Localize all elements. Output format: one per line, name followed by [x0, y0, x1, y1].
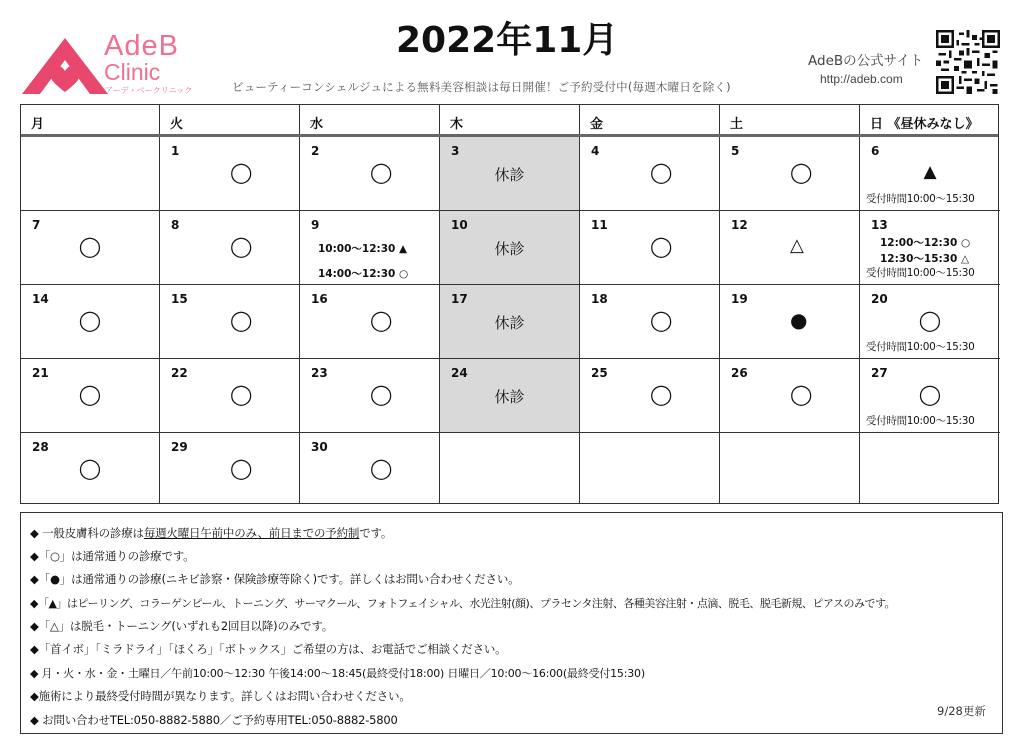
note-dermatology — [30, 525, 392, 541]
reception-hours: 受付時間10:00～15:30 — [866, 267, 975, 279]
open-circle-icon: ◯ — [230, 160, 253, 184]
day-number: 4 — [591, 144, 600, 158]
note-hours: ◆ 月・火・水・金・土曜日／午前10:00～12:30 午後14:00～18:45(最終受付18:00) 日曜日／10:00～16:00(最終受付15:30) — [30, 667, 645, 680]
clinic-logo-icon — [20, 36, 110, 96]
day-number: 12 — [731, 218, 748, 232]
note-triangle: ◆「▲」はピーリング、コラーゲンピール、トーニング、サーマクール、フォトフェイシャル、水光注射(顔)、プラセンタ注射、各種美容注射・点滴、脱毛、脱毛新規、ピアスのみです。 — [30, 597, 896, 610]
calendar-day[interactable] — [300, 211, 440, 285]
open-circle-icon: ◯ — [78, 234, 102, 258]
day-number: 22 — [171, 366, 188, 380]
day-number: 11 — [591, 218, 608, 232]
day-number: 3 — [451, 144, 460, 158]
calendar-day[interactable] — [860, 285, 1000, 359]
weekday-header-tue: 火 — [160, 105, 300, 135]
weekday-header-wed: 水 — [300, 105, 440, 135]
reception-hours: 受付時間10:00～15:30 — [866, 341, 975, 353]
calendar-day-empty — [21, 137, 160, 211]
calendar-day-empty — [580, 433, 720, 503]
open-circle-icon: ◯ — [370, 160, 393, 184]
note-contact: ◆ お問い合わせTEL:050-8882-5880／ご予約専用TEL:050-8882-5800 — [30, 713, 398, 727]
calendar-day[interactable] — [160, 359, 300, 433]
calendar-day-closed[interactable] — [440, 359, 580, 433]
open-circle-icon: ◯ — [650, 160, 673, 184]
open-circle-icon: ◯ — [78, 308, 102, 332]
day-number: 24 — [451, 366, 468, 380]
open-circle-icon: ◯ — [650, 382, 673, 406]
page-subtitle: ビューティーコンシェルジュによる無料美容相談は毎日開催！ご予約受付中(毎週木曜日を除く) — [232, 80, 731, 94]
calendar-day[interactable] — [300, 359, 440, 433]
calendar-day[interactable] — [160, 137, 300, 211]
day-number: 26 — [731, 366, 748, 380]
reception-hours: 受付時間10:00～15:30 — [866, 193, 975, 205]
calendar-day[interactable] — [300, 137, 440, 211]
note-open-triangle: ◆「△」は脱毛・トーニング(いずれも2回目以降)のみです。 — [30, 619, 334, 633]
time-slot: 10:00～12:30 ▲ — [318, 243, 408, 255]
weekday-header-sun: 日 《昼休みなし》 — [870, 117, 979, 132]
closed-label: 休診 — [494, 240, 525, 258]
calendar-day-closed[interactable] — [440, 211, 580, 285]
calendar-day[interactable] — [300, 285, 440, 359]
time-slot: 14:00～12:30 ○ — [318, 268, 409, 280]
open-circle-icon: ◯ — [78, 456, 102, 480]
calendar-day[interactable] — [860, 359, 1000, 433]
open-triangle-icon: △ — [790, 235, 804, 256]
weekday-header-sat: 土 — [720, 105, 860, 135]
open-circle-icon: ◯ — [370, 382, 393, 406]
calendar-day-closed[interactable] — [440, 285, 580, 359]
note-underlined: 毎週火曜日午前中のみ、前日までの予約制 — [143, 526, 360, 540]
time-slot: 12:00～12:30 ○ — [880, 237, 971, 249]
day-number: 2 — [311, 144, 320, 158]
note-circle: ◆「○」は通常通りの診療です。 — [30, 549, 195, 563]
calendar-day[interactable] — [21, 359, 160, 433]
weekday-header-fri: 金 — [580, 105, 720, 135]
logo-kana: アーデ・ベークリニック — [105, 86, 193, 95]
calendar-day[interactable] — [720, 359, 860, 433]
logo-subtext: Clinic — [104, 59, 161, 85]
day-number: 5 — [731, 144, 740, 158]
day-number: 1 — [171, 144, 180, 158]
day-number: 21 — [32, 366, 49, 380]
note-reception: ◆施術により最終受付時間が異なります。詳しくはお問い合わせください。 — [30, 689, 411, 703]
closed-label: 休診 — [494, 166, 525, 184]
calendar-day[interactable] — [580, 211, 720, 285]
calendar-day[interactable] — [580, 285, 720, 359]
calendar-day[interactable] — [160, 433, 300, 503]
notes-box — [20, 512, 1003, 734]
weekday-header-thu: 木 — [440, 105, 580, 135]
open-circle-icon: ◯ — [790, 382, 813, 406]
calendar-day[interactable] — [21, 211, 160, 285]
time-slot: 12:30～15:30 △ — [880, 253, 970, 265]
day-number: 27 — [871, 366, 888, 380]
open-circle-icon: ◯ — [918, 308, 942, 332]
calendar-day-closed[interactable] — [440, 137, 580, 211]
open-circle-icon: ◯ — [650, 308, 673, 332]
official-site-label: AdeBの公式サイト — [808, 53, 924, 69]
open-circle-icon: ◯ — [370, 456, 393, 480]
calendar-day[interactable] — [21, 285, 160, 359]
page-header — [0, 0, 1024, 104]
weekday-header-mon: 月 — [21, 105, 160, 135]
day-number: 30 — [311, 440, 328, 454]
day-number: 8 — [171, 218, 180, 232]
calendar-day[interactable] — [720, 137, 860, 211]
note-text: ◆ 一般皮膚科の診療は — [30, 526, 144, 540]
day-number: 7 — [32, 218, 41, 232]
day-number: 25 — [591, 366, 608, 380]
updated-date: 9/28更新 — [937, 704, 986, 718]
calendar-day[interactable] — [21, 433, 160, 503]
day-number: 23 — [311, 366, 328, 380]
calendar-day[interactable] — [160, 285, 300, 359]
open-circle-icon: ◯ — [230, 308, 253, 332]
calendar-grid — [20, 104, 999, 504]
calendar-day[interactable] — [300, 433, 440, 503]
day-number: 19 — [731, 292, 748, 306]
open-circle-icon: ◯ — [650, 234, 673, 258]
day-number: 15 — [171, 292, 188, 306]
calendar-day-empty — [860, 433, 1000, 503]
open-circle-icon: ◯ — [78, 382, 102, 406]
note-filled-circle: ◆「●」は通常通りの診療(ニキビ診察・保険診療等除く)です。詳しくはお問い合わせください。 — [30, 572, 520, 586]
note-text: です。 — [359, 526, 393, 540]
open-circle-icon: ◯ — [230, 234, 253, 258]
calendar-day[interactable] — [720, 285, 860, 359]
day-number: 17 — [451, 292, 468, 306]
day-number: 28 — [32, 440, 49, 454]
filled-triangle-icon: ▲ — [923, 162, 937, 182]
calendar-day[interactable] — [720, 211, 860, 285]
open-circle-icon: ◯ — [230, 382, 253, 406]
closed-label: 休診 — [494, 388, 525, 406]
page-title: 2022年11月 — [396, 20, 619, 61]
calendar-day[interactable] — [580, 359, 720, 433]
day-number: 10 — [451, 218, 468, 232]
day-number: 16 — [311, 292, 328, 306]
closed-label: 休診 — [494, 314, 525, 332]
note-consult: ◆「首イボ」「ミラドライ」「ほくろ」「ボトックス」ご希望の方は、お電話でご相談ください。 — [30, 642, 507, 656]
calendar-day[interactable] — [860, 211, 1000, 285]
day-number: 20 — [871, 292, 888, 306]
day-number: 14 — [32, 292, 49, 306]
day-number: 9 — [311, 218, 320, 232]
calendar-day-empty — [440, 433, 580, 503]
logo-text: AdeB — [104, 30, 179, 62]
day-number: 13 — [871, 218, 888, 232]
calendar-day[interactable] — [580, 137, 720, 211]
open-circle-icon: ◯ — [918, 382, 942, 406]
open-circle-icon: ◯ — [370, 308, 393, 332]
official-site-url[interactable]: http://adeb.com — [820, 72, 903, 86]
filled-circle-icon: ● — [790, 308, 808, 332]
qr-code-icon[interactable] — [936, 30, 1000, 94]
day-number: 29 — [171, 440, 188, 454]
open-circle-icon: ◯ — [230, 456, 253, 480]
open-circle-icon: ◯ — [790, 160, 813, 184]
reception-hours: 受付時間10:00～15:30 — [866, 415, 975, 427]
calendar-day-empty — [720, 433, 860, 503]
day-number: 18 — [591, 292, 608, 306]
calendar-day[interactable] — [860, 137, 1000, 211]
day-number: 6 — [871, 144, 880, 158]
calendar-day[interactable] — [160, 211, 300, 285]
